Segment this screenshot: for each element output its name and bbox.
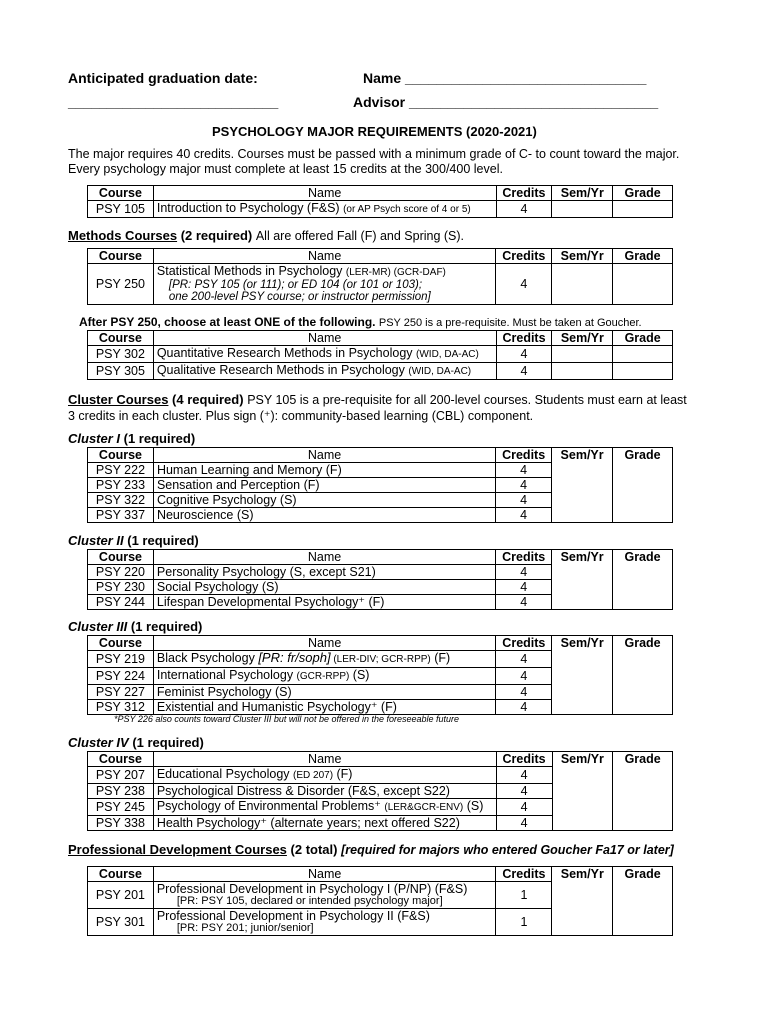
grade-cell[interactable]: [613, 264, 673, 305]
course-note: (or AP Psych score of 4 or 5): [343, 204, 471, 215]
profdev-heading: Professional Development Courses (2 total) [required for majors who entered Goucher Fa17 or later]: [68, 842, 674, 857]
table-row: [88, 346, 673, 363]
col-credits: Credits: [496, 550, 552, 565]
col-course: Course: [88, 331, 154, 346]
semyr-cell[interactable]: [552, 264, 613, 305]
course-credits: 4: [496, 346, 552, 363]
course-code: PSY 220: [88, 565, 154, 580]
course-code: PSY 238: [88, 784, 154, 799]
course-credits: 4: [496, 363, 552, 380]
course-code: PSY 337: [88, 508, 154, 523]
col-course: Course: [88, 867, 154, 882]
semyr-cell[interactable]: [552, 346, 613, 363]
methods-choice-table: [87, 330, 673, 380]
course-code: PSY 222: [88, 463, 154, 478]
course-code: PSY 245: [88, 799, 154, 816]
course-name: Human Learning and Memory (F): [153, 463, 495, 478]
col-name: Name: [153, 867, 496, 882]
course-name: Feminist Psychology (S): [153, 685, 496, 700]
table-row: [88, 201, 673, 218]
course-name: Black Psychology [PR: fr/soph] (LER-DIV; GCR-RPP) (F): [153, 651, 496, 668]
col-semyr[interactable]: Sem/Yr: [552, 550, 613, 610]
table-row: [88, 264, 673, 305]
grade-cell[interactable]: [613, 346, 673, 363]
semyr-cell[interactable]: [552, 363, 613, 380]
course-name: Lifespan Developmental Psychology⁺ (F): [153, 595, 495, 610]
cluster-desc-2: 3 credits in each cluster. Plus sign (⁺): community-based learning (CBL) component.: [68, 409, 534, 423]
course-code: PSY 219: [88, 651, 154, 668]
col-grade: Grade: [613, 331, 673, 346]
course-code: PSY 224: [88, 668, 154, 685]
name-field-label[interactable]: Name _______________________________: [363, 70, 647, 86]
course-name: Cognitive Psychology (S): [153, 493, 495, 508]
cluster-2-table: [87, 549, 673, 610]
table-row: [88, 363, 673, 380]
course-name: Sensation and Perception (F): [153, 478, 495, 493]
course-name: Introduction to Psychology (F&S) (or AP Psych score of 4 or 5): [153, 201, 496, 218]
course-code: PSY 244: [88, 595, 154, 610]
col-name: Name: [153, 752, 496, 767]
course-code: PSY 230: [88, 580, 154, 595]
intro-text-2: Every psychology major must complete at least 15 credits at the 300/400 level.: [68, 162, 503, 176]
course-name: Professional Development in Psychology I (P/NP) (F&S) [PR: PSY 105, declared or intended psychology major]: [153, 882, 496, 909]
col-semyr: Sem/Yr: [552, 331, 613, 346]
course-name: International Psychology (GCR-RPP) (S): [153, 668, 496, 685]
course-credits: 4: [496, 816, 552, 831]
cluster-2-heading: Cluster II (1 required): [68, 533, 199, 548]
col-semyr: Sem/Yr: [552, 186, 613, 201]
course-name: Educational Psychology (ED 207) (F): [153, 767, 496, 784]
col-name: Name: [153, 636, 496, 651]
methods-table: [87, 248, 673, 305]
course-credits: 4: [496, 264, 552, 305]
col-course: Course: [88, 550, 154, 565]
course-credits: 4: [496, 595, 552, 610]
course-code: PSY 302: [88, 346, 154, 363]
course-code: PSY 338: [88, 816, 154, 831]
course-name: Quantitative Research Methods in Psychology (WID, DA-AC): [153, 346, 496, 363]
course-code: PSY 233: [88, 478, 154, 493]
semyr-cell[interactable]: [552, 201, 613, 218]
course-name: Psychology of Environmental Problems⁺ (LER&GCR-ENV) (S): [153, 799, 496, 816]
course-credits: 4: [496, 508, 552, 523]
course-code: PSY 207: [88, 767, 154, 784]
course-credits: 4: [496, 767, 552, 784]
course-name: Qualitative Research Methods in Psychology (WID, DA-AC): [153, 363, 496, 380]
course-credits: 4: [496, 580, 552, 595]
grade-cell[interactable]: [613, 363, 673, 380]
cluster-1-table: [87, 447, 673, 523]
col-course: Course: [88, 249, 154, 264]
col-grade[interactable]: Grade: [613, 550, 673, 610]
course-code: PSY 201: [88, 882, 154, 909]
page-title: PSYCHOLOGY MAJOR REQUIREMENTS (2020-2021): [212, 124, 537, 139]
cluster-heading: Cluster Courses (4 required) PSY 105 is a pre-requisite for all 200-level courses. Students must earn at least: [68, 392, 687, 407]
col-name: Name: [153, 186, 496, 201]
course-name: Social Psychology (S): [153, 580, 495, 595]
col-grade: Grade: [613, 186, 673, 201]
cluster-3-heading: Cluster III (1 required): [68, 619, 203, 634]
course-credits: 4: [496, 463, 552, 478]
course-credits: 4: [496, 668, 552, 685]
advisor-field-label[interactable]: Advisor ________________________________: [353, 94, 659, 110]
col-credits: Credits: [496, 186, 552, 201]
col-credits: Credits: [496, 752, 552, 767]
profdev-table: [87, 866, 673, 936]
col-grade: Grade: [613, 249, 673, 264]
col-credits: Credits: [496, 249, 552, 264]
col-semyr[interactable]: Sem/Yr: [552, 867, 613, 936]
col-grade[interactable]: Grade: [613, 448, 673, 523]
graduation-date-label: Anticipated graduation date:: [68, 70, 258, 86]
course-name: Personality Psychology (S, except S21): [153, 565, 495, 580]
course-code: PSY 322: [88, 493, 154, 508]
cluster-1-heading: Cluster I (1 required): [68, 431, 196, 446]
col-course: Course: [88, 448, 154, 463]
cluster-4-heading: Cluster IV (1 required): [68, 735, 204, 750]
course-code: PSY 312: [88, 700, 154, 715]
cluster-4-table: [87, 751, 673, 831]
course-credits: 4: [496, 565, 552, 580]
cluster-3-table: [87, 635, 673, 715]
col-grade[interactable]: Grade: [613, 752, 673, 831]
course-code: PSY 105: [88, 201, 154, 218]
course-credits: 1: [496, 882, 552, 909]
col-semyr[interactable]: Sem/Yr: [552, 636, 613, 715]
cluster-3-footnote: *PSY 226 also counts toward Cluster III but will not be offered in the foreseeable future: [114, 714, 460, 724]
col-grade[interactable]: Grade: [613, 636, 673, 715]
course-credits: 4: [496, 478, 552, 493]
course-name: Neuroscience (S): [153, 508, 495, 523]
course-credits: 4: [496, 493, 552, 508]
methods-heading: Methods Courses (2 required) All are offered Fall (F) and Spring (S).: [68, 228, 465, 243]
col-course: Course: [88, 186, 154, 201]
col-credits: Credits: [496, 867, 552, 882]
methods-after-note: After PSY 250, choose at least ONE of the following. PSY 250 is a pre-requisite. Must be taken at Goucher.: [79, 315, 642, 329]
course-credits: 4: [496, 799, 552, 816]
col-course: Course: [88, 636, 154, 651]
col-semyr[interactable]: Sem/Yr: [552, 448, 613, 523]
course-credits: 1: [496, 909, 552, 936]
course-credits: 4: [496, 201, 552, 218]
intro-course-table: [87, 185, 673, 218]
col-credits: Credits: [496, 448, 552, 463]
course-code: PSY 250: [88, 264, 154, 305]
course-name: Professional Development in Psychology II (F&S) [PR: PSY 201; junior/senior]: [153, 909, 496, 936]
course-name: Psychological Distress & Disorder (F&S, except S22): [153, 784, 496, 799]
intro-text-1: The major requires 40 credits. Courses must be passed with a minimum grade of C- to count toward the major.: [68, 147, 680, 161]
col-name: Name: [153, 249, 495, 264]
graduation-date-line[interactable]: ___________________________: [68, 94, 279, 110]
col-name: Name: [153, 331, 496, 346]
course-name: Health Psychology⁺ (alternate years; next offered S22): [153, 816, 496, 831]
col-credits: Credits: [496, 636, 552, 651]
col-name: Name: [153, 550, 495, 565]
course-credits: 4: [496, 651, 552, 668]
course-code: PSY 301: [88, 909, 154, 936]
course-credits: 4: [496, 700, 552, 715]
course-name: Existential and Humanistic Psychology⁺ (F): [153, 700, 496, 715]
grade-cell[interactable]: [613, 201, 673, 218]
course-code: PSY 227: [88, 685, 154, 700]
course-name: Statistical Methods in Psychology (LER-MR) (GCR-DAF) [PR: PSY 105 (or 111); or ED 104 (or 101 or 103); one 200-level PSY course; or instructor permission]: [153, 264, 495, 305]
col-grade[interactable]: Grade: [613, 867, 673, 936]
col-semyr[interactable]: Sem/Yr: [552, 752, 613, 831]
col-semyr: Sem/Yr: [552, 249, 613, 264]
course-credits: 4: [496, 685, 552, 700]
course-code: PSY 305: [88, 363, 154, 380]
col-name: Name: [153, 448, 495, 463]
col-course: Course: [88, 752, 154, 767]
col-credits: Credits: [496, 331, 552, 346]
course-credits: 4: [496, 784, 552, 799]
